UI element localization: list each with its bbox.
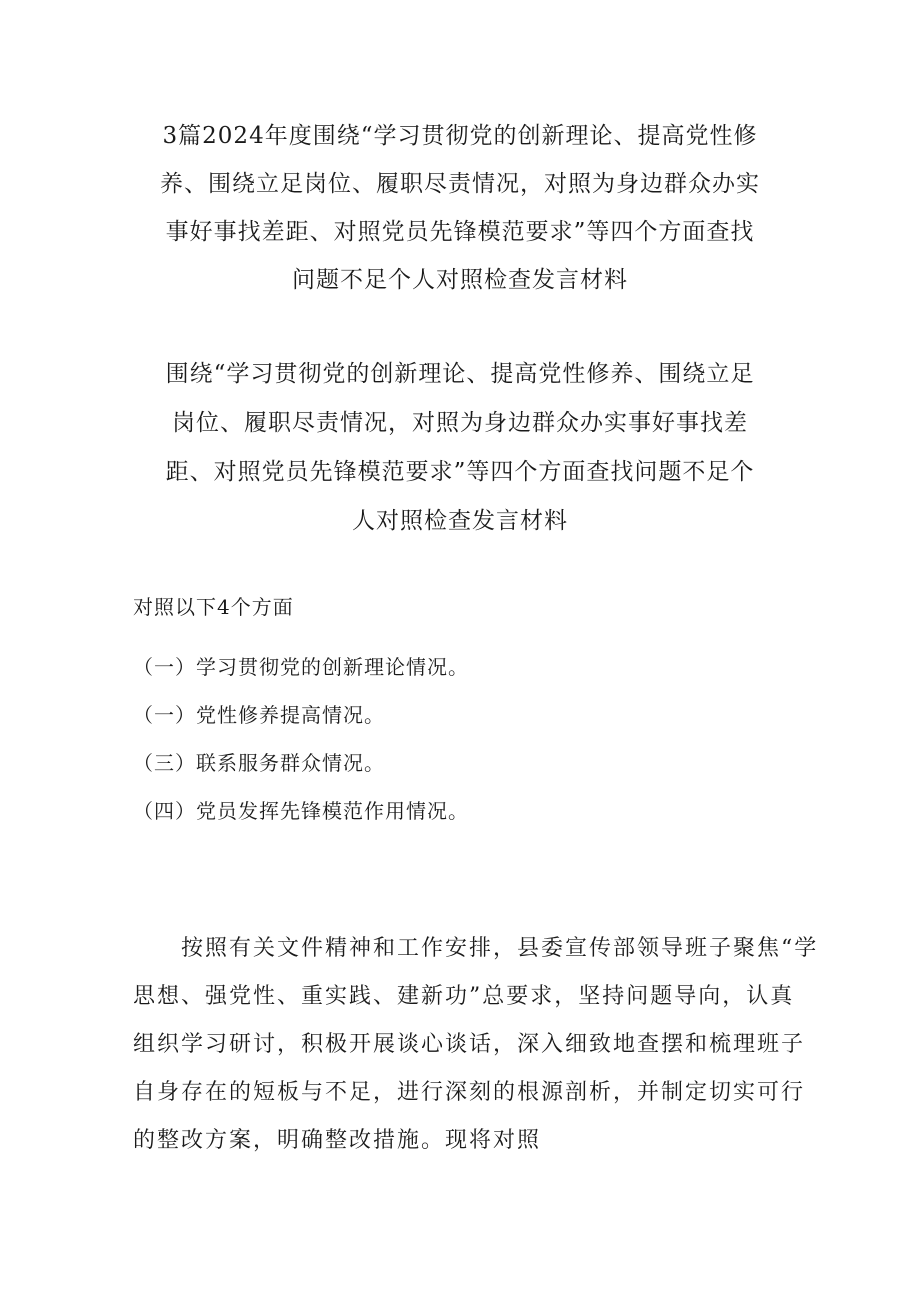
title-line: 3篇2024年度围绕“学习贯彻党的创新理论、提高党性修 xyxy=(162,123,758,149)
document-subtitle xyxy=(140,350,780,546)
body-line: 按照有关文件精神和工作安排，县委宣传部领导班子聚焦“学 xyxy=(181,936,819,961)
subtitle-line: 人对照检查发言材料 xyxy=(352,508,568,534)
aspect-item: （四）党员发挥先锋模范作用情况。 xyxy=(133,799,469,823)
document-title xyxy=(140,112,780,304)
subtitle-line: 围绕“学习贯彻党的创新理论、提高党性修养、围绕立足 xyxy=(165,361,755,387)
aspect-item: （一）党性修养提高情况。 xyxy=(133,703,385,727)
subtitle-line: 距、对照党员先锋模范要求”等四个方面查找问题不足个 xyxy=(165,459,755,485)
body-line: 自身存在的短板与不足，进行深刻的根源剖析，并制定切实可行 xyxy=(133,1080,806,1105)
title-line: 问题不足个人对照检查发言材料 xyxy=(292,267,628,293)
body-paragraph xyxy=(133,925,819,1165)
body-line: 组织学习研讨，积极开展谈心谈话，深入细致地查摆和梳理班子 xyxy=(133,1032,806,1057)
subtitle-line: 岗位、履职尽责情况，对照为身边群众办实事好事找差 xyxy=(172,410,748,436)
body-line: 思想、强党性、重实践、建新功”总要求，坚持问题导向，认真 xyxy=(133,984,795,1009)
aspects-list xyxy=(133,643,469,835)
aspects-lead: 对照以下4个方面 xyxy=(133,595,294,619)
aspect-item: （三）联系服务群众情况。 xyxy=(133,751,385,775)
title-line: 事好事找差距、对照党员先锋模范要求”等四个方面查找 xyxy=(165,219,755,245)
body-line: 的整改方案，明确整改措施。现将对照 xyxy=(133,1128,542,1153)
title-line: 养、围绕立足岗位、履职尽责情况，对照为身边群众办实 xyxy=(160,171,760,197)
aspect-item: （一）学习贯彻党的创新理论情况。 xyxy=(133,655,469,679)
